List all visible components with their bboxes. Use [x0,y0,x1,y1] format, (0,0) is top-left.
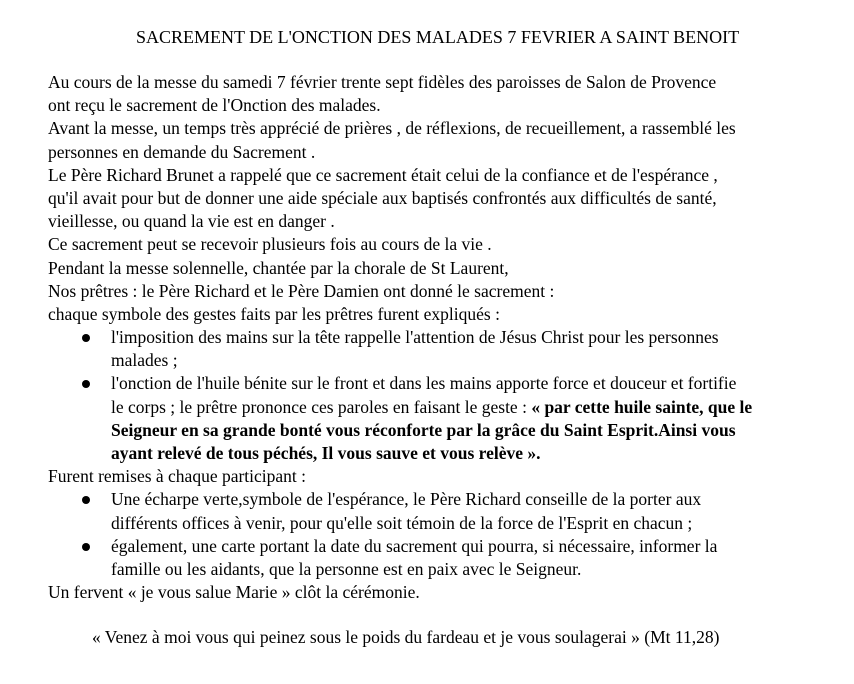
body-line: Ce sacrement peut se recevoir plusieurs fois au cours de la vie . [48,234,492,255]
prayer-quote-start: « par cette huile sainte, que le [531,396,753,417]
body-line: qu'il avait pour but de donner une aide spéciale aux baptisés confrontés aux difficultés de santé, [48,187,717,208]
list-item: l'onction de l'huile bénite sur le front et dans les mains apporte force et douceur et fortifie le corps ; le prêtre prononce ces paroles en faisant le geste : « par cette huile sainte, que le Seigneur en sa grande bonté vous réconforte par la grâce du Saint Esprit.Ainsi vous ayant relevé de tous péchés, Il vous sauve et vous relève ». [48,372,848,465]
body-line: personnes en demande du Sacrement . [48,141,316,162]
body-line: ont reçu le sacrement de l'Onction des malades. [48,95,381,116]
bible-quote: « Venez à moi vous qui peinez sous le poids du fardeau et je vous soulagerai » (Mt 11,28) [92,627,720,647]
body-line: Au cours de la messe du samedi 7 février trente sept fidèles des paroisses de Salon de Provence [48,72,717,92]
list-item: l'imposition des mains sur la tête rappelle l'attention de Jésus Christ pour les personnes malades ; [48,326,848,372]
remises-intro: Furent remises à chaque participant : [48,466,307,487]
prayer-quote-line: Seigneur en sa grande bonté vous réconforte par la grâce du Saint Esprit.Ainsi vous [111,419,736,440]
bullet-icon [82,543,90,551]
prayer-quote-line: ayant relevé de tous péchés, Il vous sauve et vous relève ». [111,443,541,463]
body-line: Avant la messe, un temps très apprécié de prières , de réflexions, de recueillement, a rassemblé les [48,118,736,139]
list-item: Une écharpe verte,symbole de l'espérance, le Père Richard conseille de la porter aux différents offices à venir, pour qu'elle soit témoin de la force de l'Esprit en chacun ; [48,488,848,534]
article-body [48,71,848,604]
mixed-line: le corps ; le prêtre prononce ces paroles en faisant le geste : « par cette huile sainte, que le [111,396,753,417]
bullet-icon [82,380,90,388]
remises-list [48,488,848,581]
body-line: chaque symbole des gestes faits par les prêtres furent expliqués : [48,303,500,324]
closing-line: Un fervent « je vous salue Marie » clôt la cérémonie. [48,582,420,603]
bullet-icon [82,334,90,342]
body-line: Pendant la messe solennelle, chantée par la chorale de St Laurent, [48,257,509,278]
gestures-list [48,326,848,465]
body-line: vieillesse, ou quand la vie est en danger . [48,211,335,232]
document-title: SACREMENT DE L'ONCTION DES MALADES 7 FEVRIER A SAINT BENOIT [136,27,740,47]
body-line: Le Père Richard Brunet a rappelé que ce sacrement était celui de la confiance et de l'espérance , [48,164,718,185]
body-line: Nos prêtres : le Père Richard et le Père Damien ont donné le sacrement : [48,280,555,301]
list-item: également, une carte portant la date du sacrement qui pourra, si nécessaire, informer la famille ou les aidants, que la personne est en paix avec le Seigneur. [48,535,848,581]
bullet-icon [82,496,90,504]
